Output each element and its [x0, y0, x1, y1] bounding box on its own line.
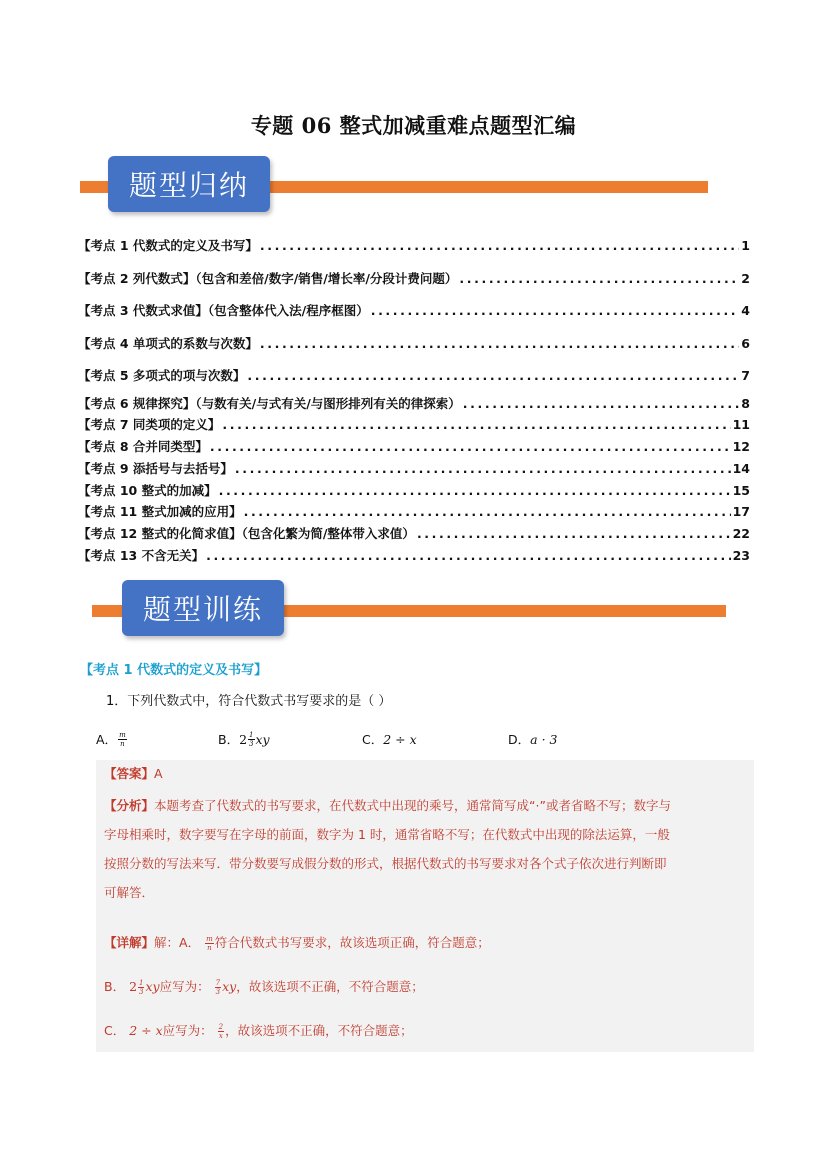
toc-label: 【考点 10 整式的加减】: [78, 483, 217, 498]
toc-label: 【考点 7 同类项的定义】: [78, 417, 221, 432]
option-a[interactable]: A． $\frac{m}{n}$: [96, 730, 126, 748]
toc-row[interactable]: [78, 236, 750, 254]
analysis-line: 可解答．: [104, 885, 155, 900]
toc-row[interactable]: [78, 481, 750, 499]
toc-page: 22: [732, 526, 750, 541]
detail-line-c: C． 2 ÷ x应写为： $\frac{2}{x}$ ，故该选项不正确，不符合题意；: [104, 1023, 413, 1040]
toc-label: 【考点 2 列代数式】: [78, 271, 196, 286]
section-banner-practice: [92, 580, 728, 640]
toc-label: 【考点 5 多项式的项与次数】: [78, 368, 246, 383]
toc-sub: （包含化繁为简/整体带入求值）: [241, 526, 415, 541]
toc-page: 23: [732, 548, 750, 563]
toc-label: 【考点 12 整式的化简求值】: [78, 526, 242, 541]
analysis-line: 【分析】本题考查了代数式的书写要求，在代数式中出现的乘号，通常简写成“·”或者省略不写；数字与: [104, 798, 671, 813]
toc-page: 2: [741, 271, 750, 286]
answer-box: [96, 760, 754, 1052]
option-c[interactable]: C． 2 ÷ x: [362, 731, 417, 747]
toc-row[interactable]: [78, 502, 750, 520]
toc-page: 15: [732, 483, 750, 498]
toc-page: 8: [741, 396, 750, 411]
question-text: 1．下列代数式中，符合代数式书写要求的是（ ）: [106, 694, 392, 709]
detail-line-b: B． 2 $\frac{1}{3}$ xy应写为： $\frac{7}{3}$ xy，故该选项不正确，不符合题意；: [104, 979, 424, 996]
toc-label: 【考点 6 规律探究】: [78, 396, 196, 411]
toc-row[interactable]: [78, 546, 750, 564]
toc-row[interactable]: [78, 524, 750, 542]
toc-page: 14: [732, 461, 750, 476]
banner-title: 题型训练: [122, 580, 284, 636]
detail-line-a: 【详解】解：A． $\frac{m}{n}$ 符合代数式书写要求，故该选项正确，符合题意；: [104, 935, 490, 952]
toc-row[interactable]: [78, 394, 750, 412]
page-title: 专题 06 整式加减重难点题型汇编: [250, 113, 577, 138]
option-b[interactable]: B． 2 $\frac{1}{3}$ xy: [218, 730, 270, 748]
toc-label: 【考点 8 合并同类型】: [78, 439, 208, 454]
toc-row[interactable]: [78, 437, 750, 455]
toc-row[interactable]: [78, 269, 750, 287]
option-d[interactable]: D． a · 3: [508, 731, 558, 747]
section-banner-summary: [80, 156, 710, 216]
toc-sub: （包含和差倍/数字/销售/增长率/分段计费问题）: [195, 271, 458, 286]
toc-row[interactable]: [78, 366, 750, 384]
analysis-line: 字母相乘时，数字要写在字母的前面，数字为 1 时，通常省略不写；在代数式中出现的除法运算，一般: [104, 827, 670, 842]
toc-page: 12: [732, 439, 750, 454]
toc-label: 【考点 1 代数式的定义及书写】: [78, 238, 258, 253]
toc-sub: （与数有关/与式有关/与图形排列有关的律探索）: [195, 396, 461, 411]
analysis-line: 按照分数的写法来写．带分数要写成假分数的形式，根据代数式的书写要求对各个式子依次进行判断即: [104, 856, 667, 871]
toc-label: 【考点 11 整式加减的应用】: [78, 504, 242, 519]
toc-sub: （包含整体代入法/程序框图）: [207, 303, 369, 318]
toc-page: 4: [741, 303, 750, 318]
toc-row[interactable]: [78, 415, 750, 433]
toc-row[interactable]: [78, 334, 750, 352]
toc-page: 7: [741, 368, 750, 383]
fraction: $\frac{1}{3}$: [249, 730, 254, 748]
toc-page: 1: [741, 238, 750, 253]
toc-page: 6: [741, 336, 750, 351]
toc-row[interactable]: [78, 301, 750, 319]
toc-page: 17: [732, 504, 750, 519]
banner-title: 题型归纳: [108, 156, 270, 212]
fraction: $\frac{m}{n}$: [119, 730, 126, 748]
toc-label: 【考点 9 添括号与去括号】: [78, 461, 233, 476]
toc-label: 【考点 3 代数式求值】: [78, 303, 208, 318]
toc-label: 【考点 4 单项式的系数与次数】: [78, 336, 258, 351]
section-heading: 【考点 1 代数式的定义及书写】: [80, 663, 268, 678]
toc-label: 【考点 13 不含无关】: [78, 548, 205, 563]
answer-line: 【答案】A: [104, 766, 163, 781]
toc-page: 11: [732, 417, 750, 432]
toc-row[interactable]: [78, 459, 750, 477]
